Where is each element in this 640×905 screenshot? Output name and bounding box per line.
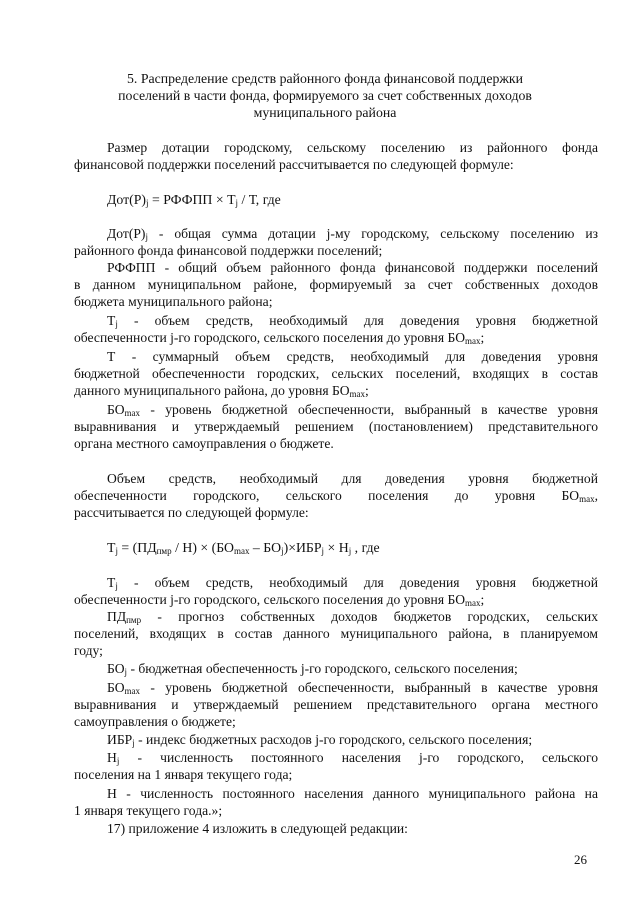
- def2-pd-line-2: поселений, входящих в состав данного муниципального района, в планируемом: [74, 626, 598, 641]
- def2-pd-line-3: году;: [74, 643, 103, 658]
- def2-tj-line-1: $Т_j$ - объем средств, необходимый для доведения уровня бюджетной: [107, 575, 598, 591]
- def-dot-line-1: $Дот(Р)_j$ - общая сумма дотации j-му городскому, сельскому поселению из: [107, 226, 598, 242]
- def-rffpp-line-1: РФФПП - общий объем районного фонда финансовой поддержки поселений: [107, 260, 598, 275]
- def2-tj-line-2: обеспеченности j-го городского, сельского поселения до уровня $БО_{max}$;: [74, 592, 485, 608]
- def-bomax-line-3: органа местного самоуправления о бюджете.: [74, 436, 334, 451]
- def2-nj-line-2: поселения на 1 января текущего года;: [74, 767, 293, 782]
- def2-ibr-line: $ИБР_j$ - индекс бюджетных расходов j-го городского, сельского поселения;: [107, 732, 533, 748]
- volume-line-2: обеспеченности городского, сельского поселения до уровня $БО_{max}$,: [74, 488, 598, 504]
- intro-line-2: финансовой поддержки поселений рассчитывается по следующей формуле:: [74, 157, 514, 172]
- def2-n-line-1: Н - численность постоянного населения данного муниципального района на: [107, 786, 598, 801]
- formula-volume: $Т_j = (ПД_{пмр} / Н) \times (БО_{max} - БО_j)\times ИБР_j \times Н_j$ , где: [107, 540, 380, 556]
- def-t-line-3: данного муниципального района, до уровня $БО_{max}$;: [74, 383, 369, 399]
- def-bomax-line-1: $БО_{max}$ - уровень бюджетной обеспеченности, выбранный в качестве уровня: [107, 402, 598, 418]
- def-t-line-1: Т - суммарный объем средств, необходимый для доведения уровня: [107, 349, 598, 364]
- def-rffpp-line-3: бюджета муниципального района;: [74, 294, 273, 309]
- def2-bomax-line-3: самоуправления о бюджете;: [74, 714, 236, 729]
- def2-bomax-line-2: выравнивания и утверждаемый решением представительного органа местного: [74, 697, 598, 712]
- def-t-line-2: бюджетной обеспеченности городских, сельских поселений, входящих в состав: [74, 366, 598, 381]
- def2-boj-line: $БО_j$ - бюджетная обеспеченность j-го городского, сельского поселения;: [107, 661, 518, 677]
- volume-line-3: рассчитывается по следующей формуле:: [74, 505, 309, 520]
- def-dot-line-2: районного фонда финансовой поддержки поселений;: [74, 243, 383, 258]
- def-rffpp-line-2: в данном муниципальном районе, формируемый за счет собственных доходов: [74, 277, 598, 292]
- formula-dotation: $Дот(Р)_j$ = РФФПП × $Т_j$ / Т, где: [107, 192, 281, 208]
- def2-nj-line-1: $Н_j$ - численность постоянного населения j-го городского, сельского: [107, 750, 598, 766]
- page-number: 26: [574, 852, 587, 867]
- section-heading: 5. Распределение средств районного фонда финансовой поддержки поселений в части фонда, формируемого за счет собственных доходов муниципального района: [118, 71, 532, 120]
- volume-line-1: Объем средств, необходимый для доведения уровня бюджетной: [107, 471, 598, 486]
- def2-n-line-2: 1 января текущего года.»;: [74, 803, 223, 818]
- def-tj-line-2: обеспеченности j-го городского, сельского поселения до уровня $БО_{max}$;: [74, 330, 485, 346]
- def2-bomax-line-1: $БО_{max}$ - уровень бюджетной обеспеченности, выбранный в качестве уровня: [107, 680, 598, 696]
- def-tj-line-1: $Т_j$ - объем средств, необходимый для доведения уровня бюджетной: [107, 313, 598, 329]
- def2-pd-line-1: $ПД_{пмр}$ - прогноз собственных доходов бюджетов городских, сельских: [107, 609, 598, 625]
- item-17: 17) приложение 4 изложить в следующей редакции:: [107, 821, 408, 836]
- intro-line-1: Размер дотации городскому, сельскому поселению из районного фонда: [107, 140, 598, 155]
- def-bomax-line-2: выравнивания и утверждаемый решением (постановлением) представительного: [74, 419, 598, 434]
